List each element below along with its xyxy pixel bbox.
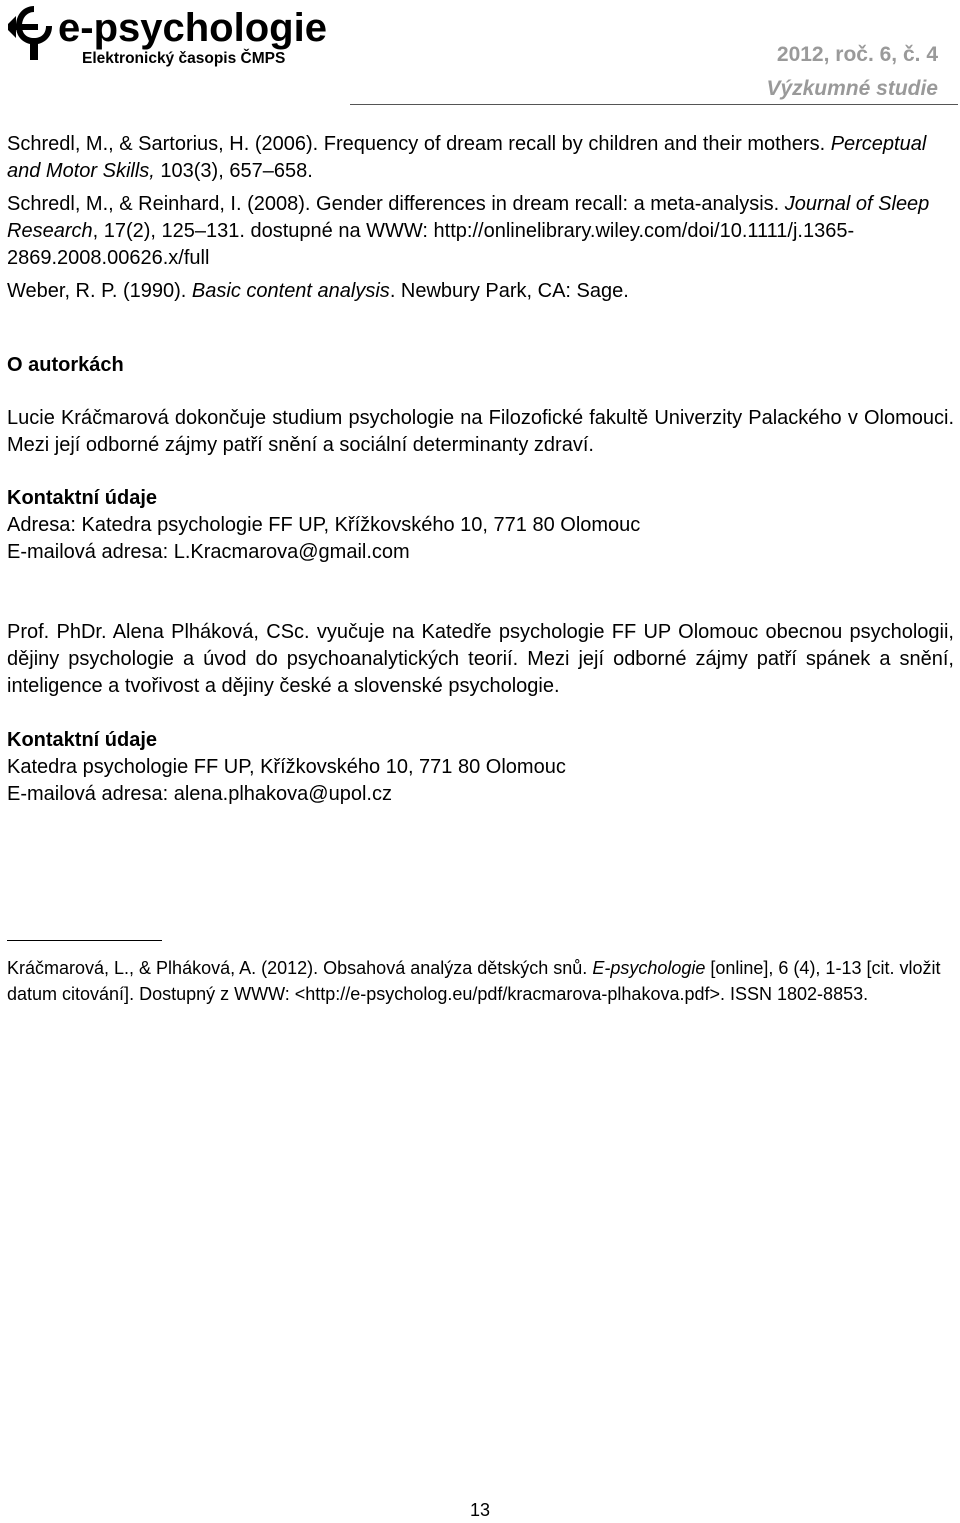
reference-item (7, 191, 954, 272)
author2-email: E-mailová adresa: alena.plhakova@upol.cz (7, 783, 392, 805)
author1-email: E-mailová adresa: L.Kracmarova@gmail.com (7, 541, 410, 563)
reference-details: . Newbury Park, CA: Sage. (389, 280, 629, 302)
logo-title: e-psychologie (58, 6, 327, 50)
citation-footnote (7, 955, 954, 1007)
section-type-label: Výzkumné studie (766, 77, 938, 100)
logo-subtitle: Elektronický časopis ČMPS (82, 50, 286, 67)
header-divider (350, 104, 958, 105)
footnote-divider (7, 940, 162, 941)
reference-list (7, 131, 954, 305)
psi-logo-icon (6, 2, 62, 68)
reference-journal: Perceptual and Motor Skills, (7, 133, 927, 182)
reference-authors: Weber, R. P. (1990). (7, 280, 192, 302)
reference-journal: Journal of Sleep Research (7, 193, 930, 242)
author1-bio: Lucie Kráčmarová dokončuje studium psychologie na Filozofické fakultě Univerzity Palackého v Olomouci. Mezi její odborné zájmy patří snění a sociální determinanty zdraví. (7, 407, 954, 456)
contact-heading-2: Kontaktní údaje (7, 729, 158, 751)
page-content (7, 131, 954, 808)
author1-address: Adresa: Katedra psychologie FF UP, Křížkovského 10, 771 80 Olomouc (7, 514, 641, 536)
issue-label: 2012, roč. 6, č. 4 (776, 43, 938, 66)
reference-item (7, 131, 954, 185)
reference-details: , 17(2), 125–131. dostupné na WWW: http://onlinelibrary.wiley.com/doi/10.1111/j.1365-2869.2008.00626.x/full (7, 220, 855, 269)
page-number: 13 (469, 1500, 491, 1520)
citation-details: [online], 6 (4), 1-13 [cit. vložit datum citování]. Dostupný z WWW: <http://e-psycholog.eu/pdf/kracmarova-plhakova.pdf>. ISSN 1802-8853. (7, 958, 941, 1004)
reference-item (7, 278, 954, 305)
citation-journal: E-psychologie (592, 958, 706, 978)
authors-heading: O autorkách (7, 354, 124, 376)
contact-heading-1: Kontaktní údaje (7, 487, 158, 509)
author2-address: Katedra psychologie FF UP, Křížkovského 10, 771 80 Olomouc (7, 756, 566, 778)
page-header (0, 0, 960, 106)
reference-details: 103(3), 657–658. (154, 160, 313, 182)
reference-authors: Schredl, M., & Reinhard, I. (2008). Gender differences in dream recall: a meta-analysis. (7, 193, 785, 215)
reference-authors: Schredl, M., & Sartorius, H. (2006). Frequency of dream recall by children and their mothers. (7, 133, 831, 155)
reference-journal: Basic content analysis (191, 280, 390, 302)
author2-bio: Prof. PhDr. Alena Plháková, CSc. vyučuje na Katedře psychologie FF UP Olomouc obecnou psychologii, dějiny psychologie a úvod do psychoanalytických teorií. Mezi její odborné zájmy patří spánek a snění, inteligence a tvořivost a dějiny české a slovenské psychologie. (7, 621, 954, 697)
journal-logo (6, 2, 356, 72)
citation-text: Kráčmarová, L., & Plháková, A. (2012). Obsahová analýza dětských snů. (7, 958, 593, 978)
